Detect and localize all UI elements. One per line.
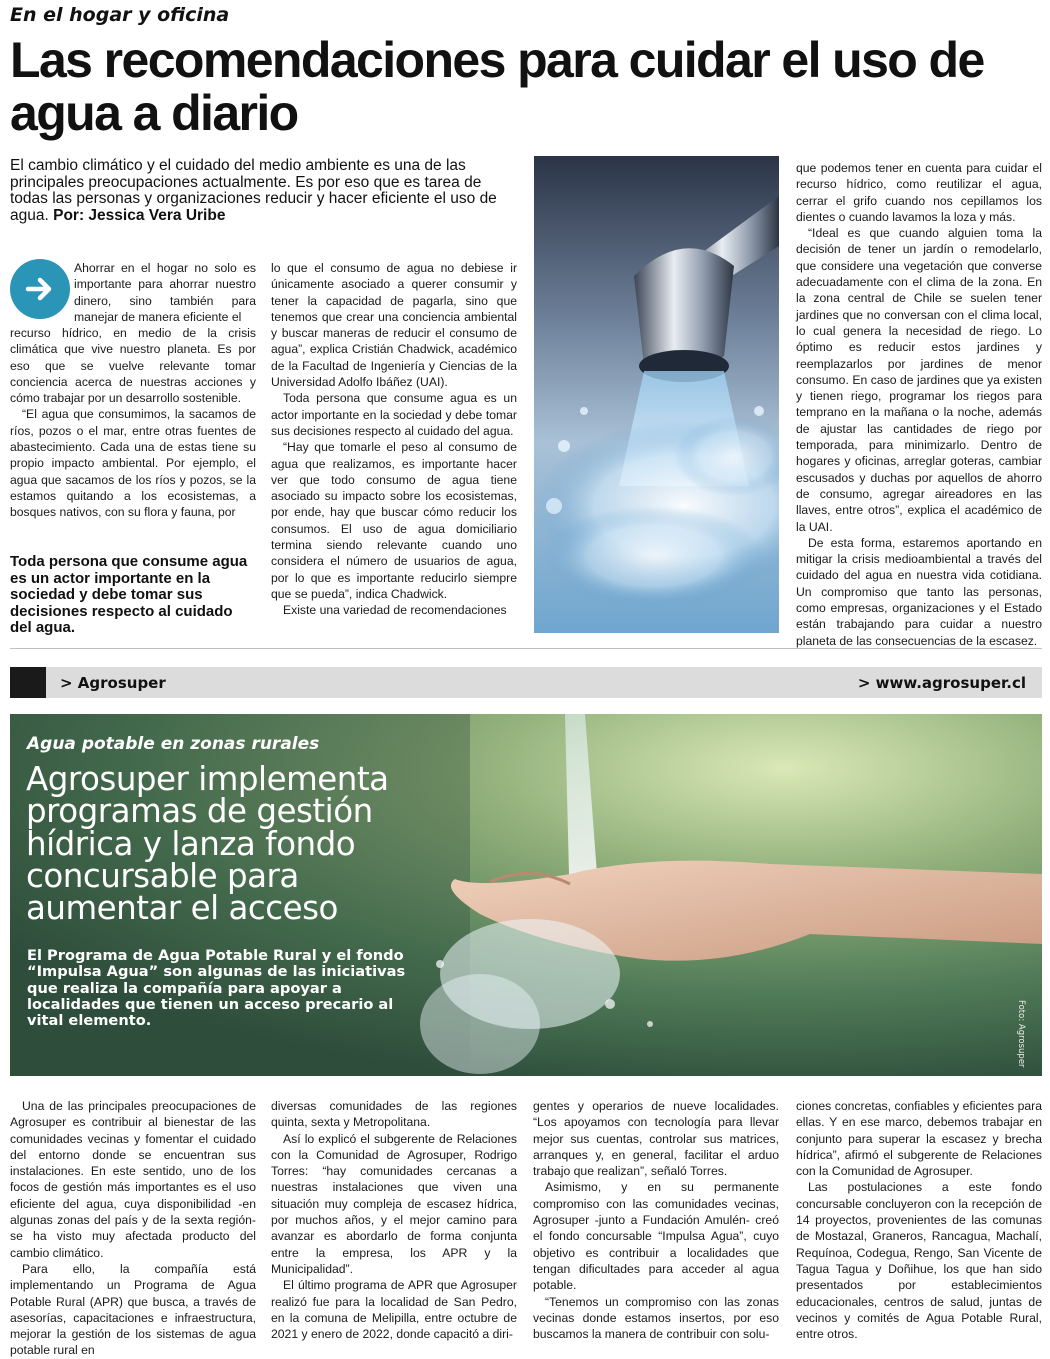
faucet-photo: [534, 156, 779, 633]
byline: Por: Jessica Vera Uribe: [53, 206, 226, 224]
paragraph: Así lo explicó el subgerente de Relaciones con la Comunidad de Agrosuper, Rodrigo Torres: “hay comunidades cercanas a nuestras instalaciones que viven una situación muy compleja de escasez hídrica, por muchos años, y el mejor camino para avanzar es abordarlo de forma conjunta entre la empresa, los APR y la Municipalidad”.: [271, 1131, 517, 1276]
article1-headline: Las recomendaciones para cuidar el uso de agua a diario: [10, 32, 984, 141]
article2-kicker: Agua potable en zonas rurales: [27, 734, 320, 754]
paragraph: diversas comunidades de las regiones quinta, sexta y Metropolitana.: [271, 1099, 517, 1130]
article2-column4: [796, 1098, 1042, 1342]
paragraph: que podemos tener en cuenta para cuidar el recurso hídrico, como reutilizar el agua, cerrar el grifo cuando nos cepillamos los dientes o cuando lavamos la loza y más.: [796, 161, 1042, 224]
article2-subhead: El Programa de Agua Potable Rural y el fondo “Impulsa Agua” son algunas de las iniciativas que realiza la compañía para apoyar a localidades que tienen un acceso precario al vital elemento.: [27, 947, 406, 1030]
paragraph: Para ello, la compañía está implementando un Programa de Agua Potable Rural (APR) que busca, a través de asesorías, capacitaciones e infraestructura, mejorar la gestión de los sistemas de agua potable rural en: [10, 1261, 256, 1358]
section-url: > www.agrosuper.cl: [857, 674, 1026, 692]
pull-quote: Toda persona que consume agua es un actor importante en la sociedad y debe tomar sus decisiones respecto al cuidado del agua.: [10, 553, 248, 636]
paragraph: lo que el consumo de agua no debiese ir únicamente asociado a querer consumir y tener la capacidad de pagarla, sino que tenemos que crear una conciencia ambiental y buscar maneras de reducir el consumo de agua”, explica Cristián Chadwick, académico de la Facultad de Ingeniería y Ciencias de la Universidad Adolfo Ibáñez (UAI).: [271, 261, 517, 390]
arrow-right-icon-svg: [24, 273, 56, 305]
paragraph: El último programa de APR que Agrosuper realizó fue para la localidad de San Pedro, en la comuna de Melipilla, entre octubre de 2021 y enero de 2022, donde capacitó a diri-: [271, 1278, 517, 1342]
section-bar-block: [10, 667, 46, 698]
photo-credit: Foto: Agrosuper: [1016, 1000, 1026, 1068]
paragraph: Asimismo, y en su permanente compromiso con las comunidades vecinas, Agrosuper -junto a Fundación Amulén- creó el fondo concursable “Impulsa Agua”, cuyo objetivo es contribuir a localidades que tengan dificultades para acceder al agua potable.: [533, 1180, 779, 1293]
paragraph: ciones concretas, confiables y eficientes para ellas. Y en ese marco, debemos trabajar en conjunto para superar la escasez y brecha hídrica”, afirmó el subgerente de Relaciones con la Comunidad de Agrosuper.: [796, 1099, 1042, 1179]
paragraph: recurso hídrico, en medio de la crisis climática que vive nuestro planeta. Es por eso que se vuelve relevante tomar conciencia acerca de nuestras acciones y cómo trabajar por un desarrollo sostenible.: [10, 326, 256, 406]
paragraph: Las postulaciones a este fondo concursable concluyeron con la recepción de 14 proyectos, provenientes de las comunas de Mostazal, Graneros, Rancagua, Machalí, Requínoa, Codegua, Rengo, San Vicente de Tagua Tagua y Doñihue, los que han sido presentados por establecimientos educacionales, centros de salud, juntas de vecinos y comités de Agua Potable Rural, entre otros.: [796, 1180, 1042, 1342]
article1-kicker: En el hogar y oficina: [10, 4, 230, 26]
divider: [10, 648, 1042, 649]
article1-column4: [796, 160, 1042, 649]
article2-column2: [271, 1098, 517, 1342]
paragraph: “Hay que tomarle el peso al consumo de agua que realizamos, es importante hacer ver que todo consumo de agua tiene asociado su impacto sobre los ecosistemas, por ende, hay que buscar cómo reducir los consumos. El uso de agua domiciliario termina siendo relevante cuando uno considera el número de usuarios de agua, por lo que es importante reducirlo siempre que se pueda”, indica Chadwick.: [271, 440, 517, 601]
article1-lead: [10, 158, 515, 224]
paragraph: “El agua que consumimos, la sacamos de ríos, pozos o el mar, entre otras fuentes de abastecimiento. Cada una de estas tiene su propio impacto ambiental. Por ejemplo, el agua que sacamos de los ríos y pozos, se la estamos quitando a los ecosistemas, a bosques nativos, con su flora y fauna, por: [10, 407, 256, 520]
faucet-photo-illustration: [534, 156, 779, 633]
paragraph: Una de las principales preocupaciones de Agrosuper es contribuir al bienestar de las comunidades vecinas y fomentar el cuidado del entorno donde se encuentran sus instalaciones. En este sentido, uno de los focos de gestión más importantes es el uso eficiente del agua, cuya disponibilidad -en algunas zonas del país y de la sexta región- se ha visto muy afectada producto del cambio climático.: [10, 1099, 256, 1260]
paragraph: De esta forma, estaremos aportando en mitigar la crisis medioambiental a través del cuidado del agua en nuestra vida cotidiana. Un compromiso que tanto las personas, como empresas, organizaciones y el Estado están trabajando para cuidar a nuestro planeta de las consecuencias de la escasez.: [796, 535, 1042, 648]
lead-text: El cambio climático y el cuidado del medio ambiente es una de las principales preocupaciones actualmente. Es por eso que es tarea de todas las personas y organizaciones reducir y hacer eficiente el uso de agua.: [10, 157, 497, 224]
arrow-right-icon: [10, 259, 70, 319]
paragraph: Existe una variedad de recomendaciones: [283, 603, 507, 618]
paragraph: gentes y operarios de nueve localidades. “Los apoyamos con tecnología para llevar mejor sus cuentas, controlar sus matrices, arranques y, en general, facilitar el arduo trabajo que realizan”, señaló Torres.: [533, 1099, 779, 1179]
article1-column1-top: [74, 260, 256, 325]
paragraph: “Ideal es que cuando alguien toma la decisión de tener un jardín o remodelarlo, que considere una vegetación que converse adecuadamente con el clima de la zona. En la zona central de Chile se suelen tener jardines que no conversan con el clima local, lo cual genera la necesidad de riego. Lo óptimo es reducir estos jardines y reemplazarlos por jardines de menor consumo. En caso de jardines que ya existen y tienen riego, programar los riegos para temprano en la mañana o la noche, además de ajustar las cantidades de riego por temporada, para minimizarlo. Dentro de hogares y oficinas, arreglar goteras, cambiar escusados y duchas por aquellos de ahorro de consumo, agregar aireadores en las llaves, entre otros”, explica el académico de la UAI.: [796, 226, 1042, 534]
article2-column3: [533, 1098, 779, 1342]
paragraph: Toda persona que consume agua es un actor importante en la sociedad y debe tomar sus decisiones respecto al cuidado del agua.: [271, 391, 517, 438]
paragraph: “Tenemos un compromiso con las zonas vecinas donde estamos insertos, por eso buscamos la manera de contribuir con solu-: [533, 1294, 779, 1342]
paragraph: Ahorrar en el hogar no solo es importante para ahorrar nuestro dinero, sino también para manejar de manera eficiente el: [74, 261, 256, 324]
article1-column1-rest: [10, 325, 256, 521]
section-label: > Agrosuper: [60, 674, 166, 692]
article2-column1: [10, 1098, 256, 1359]
article2-headline: Agrosuper implementa programas de gestión hídrica y lanza fondo concursable para aumentar el acceso: [26, 760, 389, 928]
article1-column2: [271, 260, 517, 619]
